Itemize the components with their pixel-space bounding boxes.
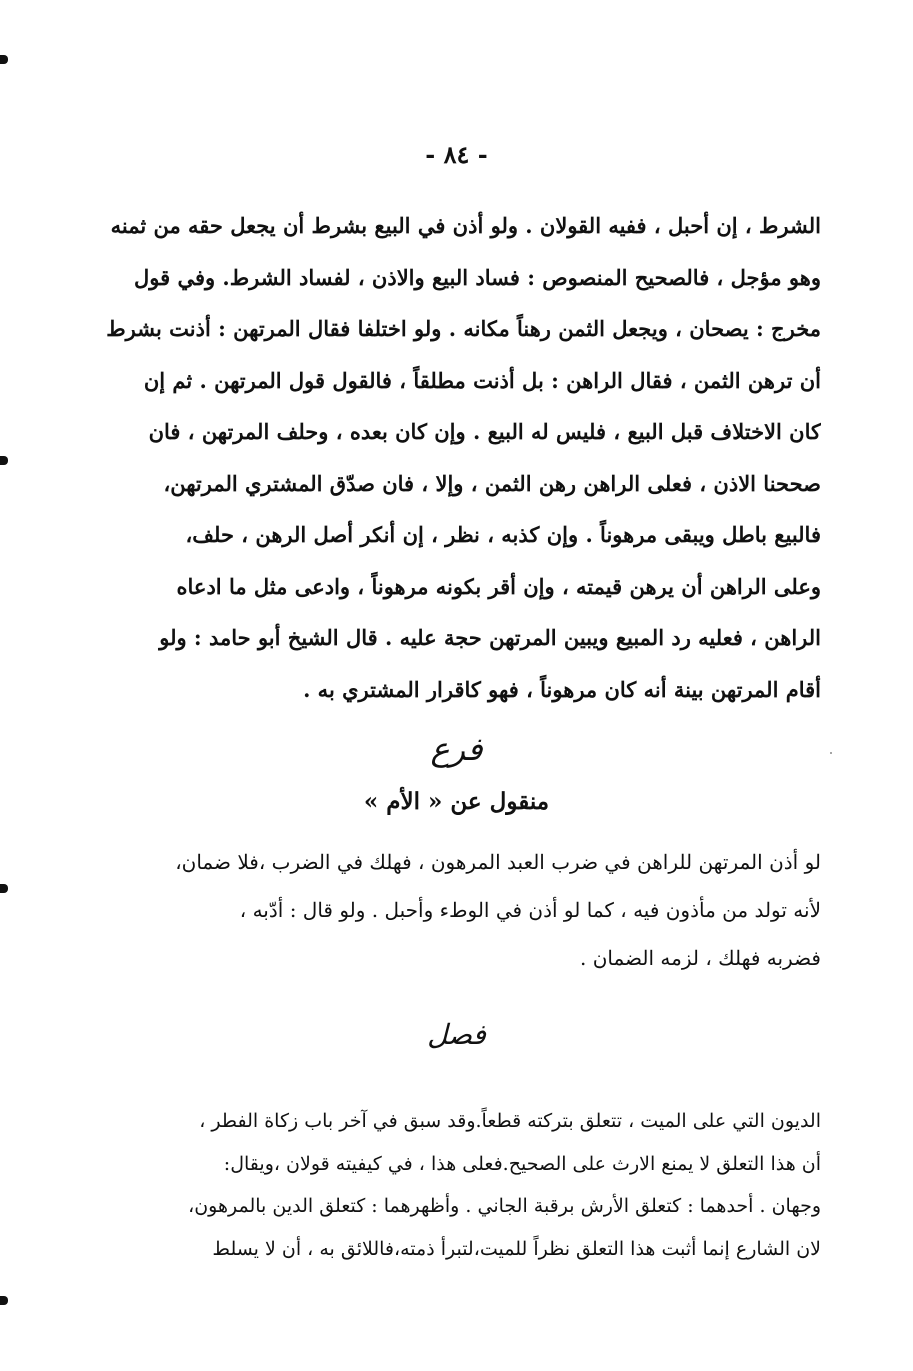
paragraph-umm xyxy=(86,838,821,982)
scan-edge-mark xyxy=(0,55,8,64)
text-line: فضربه فهلك ، لزمه الضمان . xyxy=(580,946,821,970)
text-line: لأنه تولد من مأذون فيه ، كما لو أذن في الوطء وأحبل . ولو قال : أدّبه ، xyxy=(239,898,821,922)
section-heading-fasl: فصل xyxy=(427,1018,486,1051)
text-line: صححنا الاذن ، فعلى الراهن رهن الثمن ، وإلا ، فان صدّق المشتري المرتهن، xyxy=(163,470,821,496)
paragraph-duyun xyxy=(86,1100,821,1270)
text-line: أن هذا التعلق لا يمنع الارث على الصحيح.فعلى هذا ، في كيفيته قولان ،ويقال: xyxy=(223,1152,821,1175)
text-line: وهو مؤجل ، فالصحيح المنصوص : فساد البيع والاذن ، لفساد الشرط. وفي قول xyxy=(133,264,821,290)
text-line: الديون التي على الميت ، تتعلق بتركته قطعاً.وقد سبق في آخر باب زكاة الفطر ، xyxy=(199,1110,821,1132)
text-line: الراهن ، فعليه رد المبيع ويبين المرتهن حجة عليه . قال الشيخ أبو حامد : ولو xyxy=(159,625,821,650)
text-line: أن ترهن الثمن ، فقال الراهن : بل أذنت مطلقاً ، فالقول قول المرتهن . ثم إن xyxy=(143,367,821,393)
section-heading-furu: فرع xyxy=(430,730,483,768)
section-subheading-manqul: منقول عن « الأم » xyxy=(363,788,550,815)
text-line: فالبيع باطل ويبقى مرهوناً . وإن كذبه ، نظر ، إن أنكر أصل الرهن ، حلف، xyxy=(185,522,821,547)
text-line: الشرط ، إن أحبل ، ففيه القولان . ولو أذن في البيع بشرط أن يجعل حقه من ثمنه xyxy=(110,213,821,238)
page-number: - ٨٤ - xyxy=(425,140,488,169)
text-line: وعلى الراهن أن يرهن قيمته ، وإن أقر بكونه مرهوناً ، وادعى مثل ما ادعاه xyxy=(176,573,821,599)
text-line: لو أذن المرتهن للراهن في ضرب العبد المرهون ، فهلك في الضرب ،فلا ضمان، xyxy=(175,850,821,874)
scan-edge-mark xyxy=(0,884,8,893)
text-line: أقام المرتهن بينة أنه كان مرهوناً ، فهو كاقرار المشتري به . xyxy=(303,676,821,702)
text-line: لان الشارع إنما أثبت هذا التعلق نظراً للميت،لتبرأ ذمته،فاللائق به ، أن لا يسلط xyxy=(212,1237,821,1260)
scan-edge-mark xyxy=(0,1296,8,1305)
text-line: مخرج : يصحان ، ويجعل الثمن رهناً مكانه . ولو اختلفا فقال المرتهن : أذنت بشرط xyxy=(106,316,821,341)
text-line: وجهان . أحدهما : كتعلق الأرش برقبة الجاني . وأظهرهما : كتعلق الدين بالمرهون، xyxy=(188,1195,821,1217)
text-line: كان الاختلاف قبل البيع ، فليس له البيع . وإن كان بعده ، وحلف المرتهن ، فان xyxy=(148,419,821,444)
scan-edge-mark xyxy=(0,456,8,465)
paragraph-shart xyxy=(86,200,821,715)
